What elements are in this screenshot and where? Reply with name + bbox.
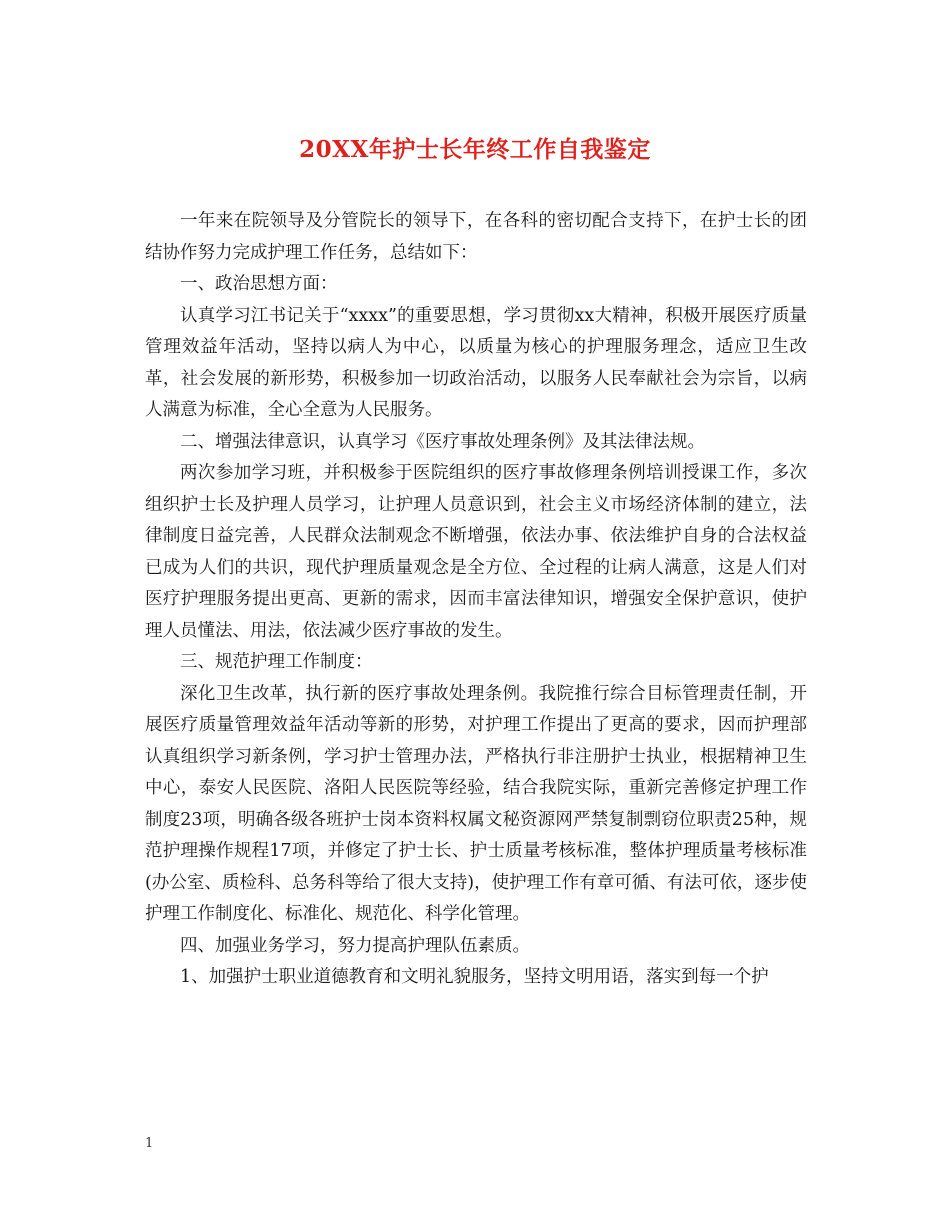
paragraph-study-item-1: 1、加强护士职业道德教育和文明礼貌服务，坚持文明用语，落实到每一个护 xyxy=(180,967,769,987)
paragraph-intro: 一年来在院领导及分管院长的领导下，在各科的密切配合支持下，在护士长的团结协作努力完成护理工作任务，总结如下： xyxy=(145,211,807,263)
paragraph-politics: 认真学习江书记关于“xxxx”的重要思想，学习贯彻xx大精神，积极开展医疗质量管理效益年活动，坚持以病人为中心，以质量为核心的护理服务理念，适应卫生改革，社会发展的新形势，积极参加一切政治活动，以服务人民奉献社会为宗旨，以病人满意为标准，全心全意为人民服务。 xyxy=(145,305,807,420)
section-heading-politics: 一、政治思想方面： xyxy=(180,274,338,294)
document-body xyxy=(145,206,807,994)
page-number: 1 xyxy=(145,1136,154,1151)
section-heading-regulation: 三、规范护理工作制度： xyxy=(180,652,373,672)
paragraph-regulation: 深化卫生改革，执行新的医疗事故处理条例。我院推行综合目标管理责任制，开展医疗质量管理效益年活动等新的形势，对护理工作提出了更高的要求，因而护理部认真组织学习新条例，学习护士管理办法，严格执行非注册护士执业，根据精神卫生中心，泰安人民医院、洛阳人民医院等经验，结合我院实际，重新完善修定护理工作制度23项，明确各级各班护士岗本资料权属文秘资源网严禁复制剽窃位职责25种，规范护理操作规程17项，并修定了护士长、护士质量考核标准，整体护理质量考核标准(办公室、质检科、总务科等给了很大支持)，使护理工作有章可循、有法可依，逐步使护理工作制度化、标准化、规范化、科学化管理。 xyxy=(145,683,807,924)
section-heading-law: 二、增强法律意识，认真学习《医疗事故处理条例》及其法律法规。 xyxy=(180,431,705,452)
section-heading-study: 四、加强业务学习，努力提高护理队伍素质。 xyxy=(180,935,530,956)
paragraph-law: 两次参加学习班，并积极参于医院组织的医疗事故修理条例培训授课工作，多次组织护士长及护理人员学习，让护理人员意识到，社会主义市场经济体制的建立，法律制度日益完善，人民群众法制观念不断增强，依法办事、依法维护自身的合法权益已成为人们的共识，现代护理质量观念是全方位、全过程的让病人满意，这是人们对医疗护理服务提出更高、更新的需求，因而丰富法律知识，增强安全保护意识，使护理人员懂法、用法，依法减少医疗事故的发生。 xyxy=(145,463,807,641)
document-title: 20XX年护士长年终工作自我鉴定 xyxy=(299,136,651,163)
